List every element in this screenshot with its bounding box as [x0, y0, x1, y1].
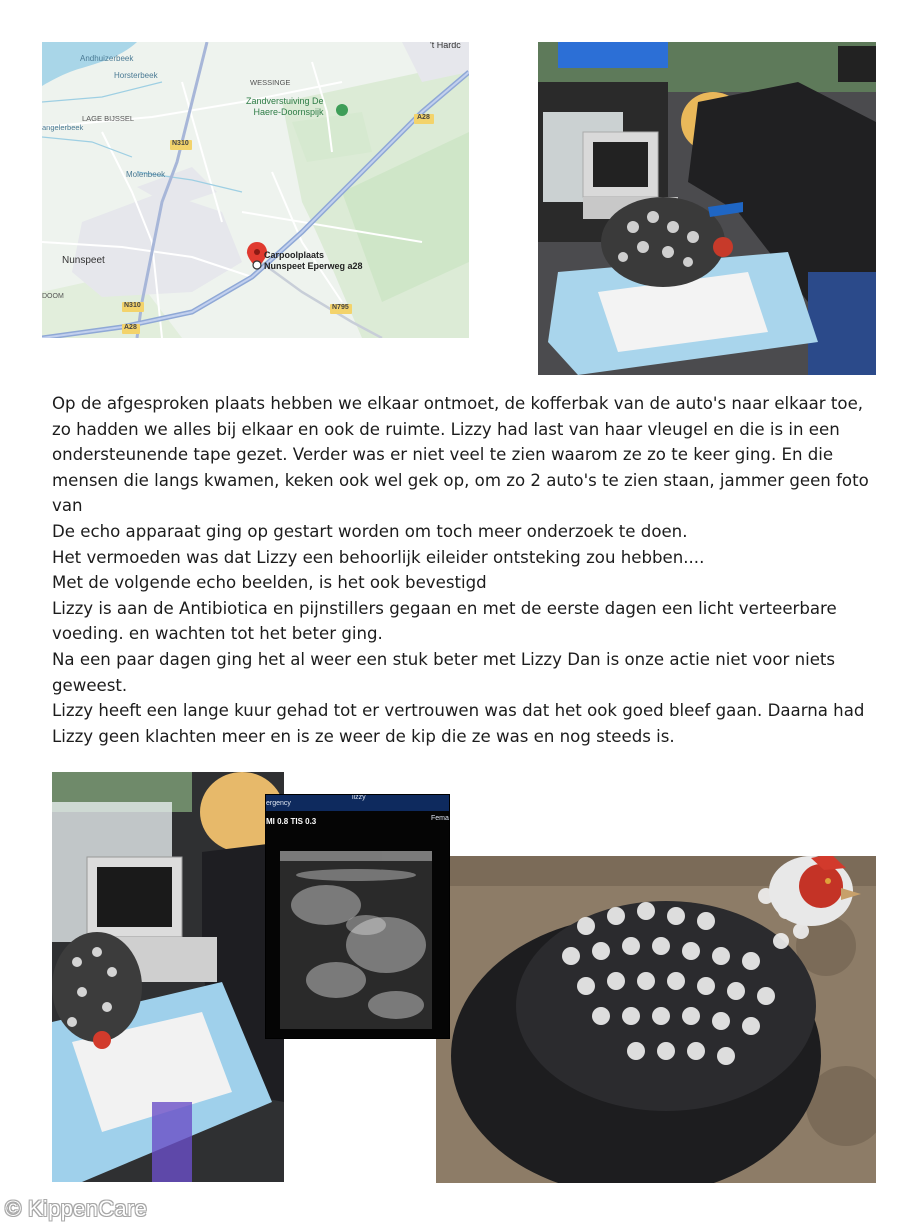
- map-label-nunspeet: Nunspeet: [62, 255, 105, 266]
- map-label-carpool-line2: Nunspeet Eperweg a28: [264, 261, 363, 271]
- map-label-doom: DOOM: [42, 293, 64, 300]
- paragraph-improvement: Na een paar dagen ging het al weer een stuk beter met Lizzy Dan is onze actie niet voor niets geweest.: [52, 649, 836, 695]
- paragraph-suspicion: Het vermoeden was dat Lizzy een behoorlijk eileider ontsteking zou hebben....: [52, 547, 705, 567]
- paragraph-confirmed: Met de volgende echo beelden, is het ook bevestigd: [52, 573, 487, 593]
- map-label-carpool: [264, 250, 363, 272]
- photo-echo-in-car: [52, 772, 284, 1182]
- photo-car-trunk-examination: [538, 42, 876, 375]
- echo-corner-right: Fema: [431, 815, 449, 822]
- map-label-andhuizerbeek: Andhuizerbeek: [80, 54, 134, 63]
- road-label-n310-bottom: N310: [124, 302, 141, 309]
- photo-ultrasound-image: [265, 794, 450, 1039]
- map-label-horsterbeek: Horsterbeek: [114, 71, 158, 80]
- map-label-poi: [246, 96, 324, 118]
- map-label-poi-line2: Haere-Doornspijk: [253, 107, 324, 117]
- echo-readout: MI 0.8 TIS 0.3: [266, 817, 317, 826]
- road-label-a28-bottom: A28: [124, 324, 137, 331]
- map-label-angelerbeek: angelerbeek: [42, 123, 84, 132]
- road-label-n310-top: N310: [172, 140, 189, 147]
- echo-corner-left: ergency: [266, 800, 291, 807]
- paragraph-treatment: Lizzy is aan de Antibiotica en pijnstillers gegaan en met de eerste dagen een licht verteerbare voeding. en wachten tot het beter ging.: [52, 598, 837, 644]
- paragraph-recovery: Lizzy heeft een lange kuur gehad tot er vertrouwen was dat het ook goed bleef gaan. Daarna had Lizzy geen klachten meer en is ze weer de kip die ze was en nog steeds is.: [52, 701, 865, 746]
- paragraph-meeting: Op de afgesproken plaats hebben we elkaar ontmoet, de kofferbak van de auto's naar elkaar toe, zo hadden we alles bij elkaar en ook de ruimte. Lizzy had last van haar vleugel en die is in een ondersteunende tape gezet. Verder was er niet veel te zien waarom ze zo te keer ging. En die mensen die langs kwamen, keken ook wel gek op, om zo 2 auto's te zien staan, jammer geen foto van: [52, 394, 869, 516]
- echo-corner-mid: lizzy: [352, 794, 366, 801]
- road-label-a28-top: A28: [417, 114, 430, 121]
- copyright-watermark: © KippenCare: [5, 1196, 148, 1221]
- location-map: [42, 42, 469, 338]
- road-label-n795: N795: [332, 304, 349, 311]
- poi-marker-icon: [336, 104, 348, 116]
- paragraph-echo-start: De echo apparaat ging op gestart worden om toch meer onderzoek te doen.: [52, 521, 688, 541]
- map-label-carpool-line1: Carpoolplaats: [264, 250, 325, 260]
- article-body: [52, 391, 887, 749]
- photo-hen-lizzy: [436, 856, 876, 1183]
- map-label-molenbeek: Molenbeek: [126, 170, 166, 179]
- map-label-lage-bijssel: LAGE BIJSSEL: [82, 114, 135, 123]
- map-label-poi-line1: Zandverstuiving De: [246, 96, 324, 106]
- map-label-wessinge: WESSINGE: [250, 78, 291, 87]
- map-label-hardc: 't Hardc: [430, 42, 461, 50]
